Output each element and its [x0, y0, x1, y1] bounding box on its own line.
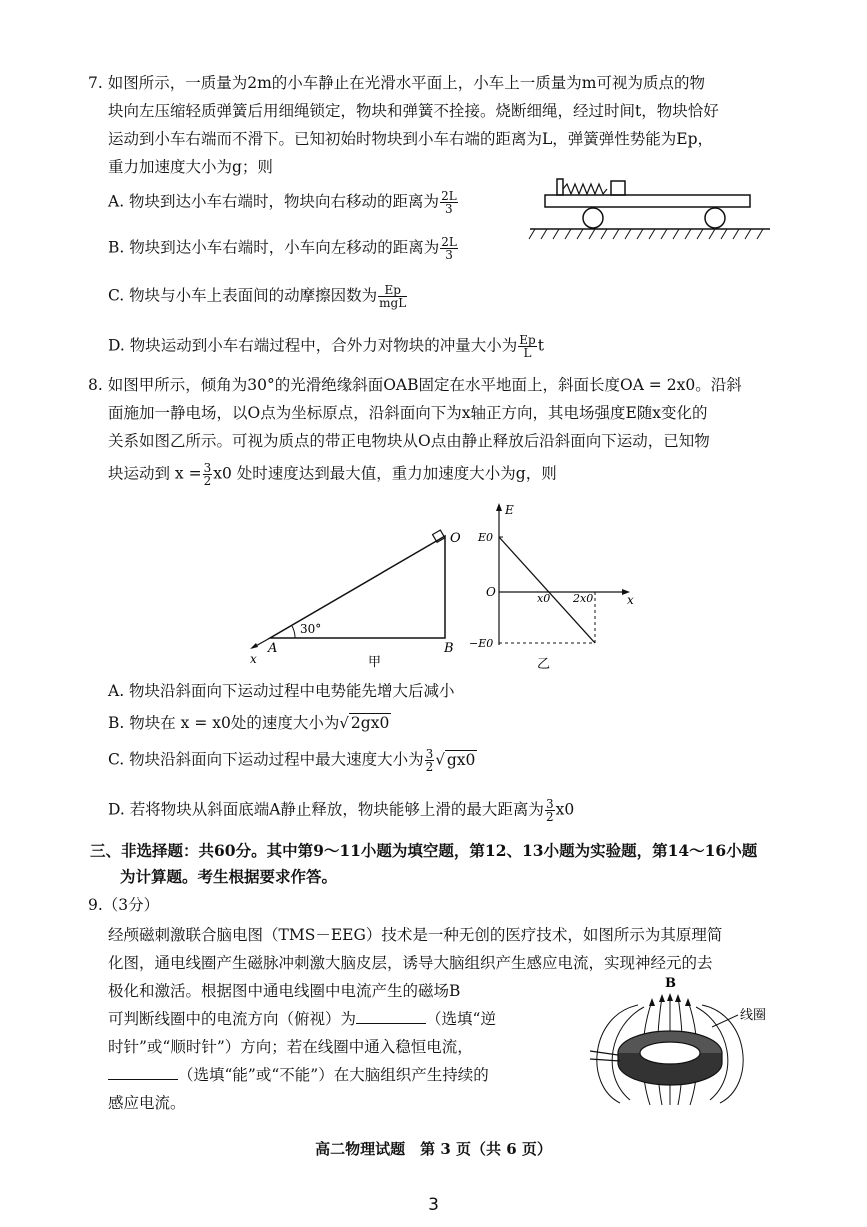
q9-line-4-pre: 可判断线圈中的电流方向（俯视）为 [108, 1010, 357, 1028]
caption-jia: 甲 [368, 655, 382, 670]
incline-triangle [270, 536, 445, 638]
q7-option-a-text: A. 物块到达小车右端时，物块向右移动的距离为 [108, 192, 440, 211]
q9-answer-blank-1[interactable] [356, 1009, 426, 1024]
q9-line-7: 感应电流。 [108, 1094, 186, 1112]
q8-stem-line-3: 关系如图乙所示。可视为质点的带正电物块从O点由静止释放后沿斜面向下运动，已知物 [108, 432, 710, 450]
page-number: 3 [428, 1195, 439, 1215]
q8-d-tail: x0 [555, 800, 575, 819]
label-O-yi: O [486, 585, 496, 599]
q7-option-b-fraction [440, 236, 458, 261]
q7-option-a[interactable] [108, 190, 459, 215]
q8-option-c[interactable]: C. 物块沿斜面向下运动过程中最大速度大小为 $\frac{3}{2}$ √ gx0 [108, 747, 476, 774]
q7-option-d-text: D. 物块运动到小车右端过程中，合外力对物块的冲量大小为 [108, 336, 518, 355]
q8-stem-line-1: 8. 如图甲所示，倾角为30°的光滑绝缘斜面OAB固定在水平地面上，斜面长度OA = 2x0。沿斜 [88, 376, 742, 394]
q9-line-6-post: （选填“能”或“不能”）在大脑组织产生持续的 [178, 1066, 489, 1084]
q9-line-2: 化图，通电线圈产生磁脉冲刺激大脑皮层，诱导大脑组织产生感应电流，实现神经元的去 [108, 954, 713, 972]
q8-option-b-text: B. 物块在 x = x0处的速度大小为 [108, 714, 340, 732]
q7-option-d[interactable] [108, 334, 544, 359]
q7-d-den: L [523, 346, 532, 360]
q8-option-b[interactable]: B. 物块在 x = x0处的速度大小为√ 2gx0 [108, 714, 390, 732]
q8-c-den: 2 [425, 760, 434, 774]
q9-line-5: 时针”或“顺时针”）方向；若在线圈中通入稳恒电流， [108, 1038, 473, 1056]
q8-stem-line-2: 面施加一静电场，以O点为坐标原点，沿斜面向下为x轴正方向，其电场强度E随x变化的 [108, 404, 708, 422]
q7-a-num: 2L [441, 189, 457, 203]
q8-option-a[interactable]: A. 物块沿斜面向下运动过程中电势能先增大后减小 [108, 682, 455, 700]
q8-d-den: 2 [545, 810, 554, 824]
q8-c-num: 3 [425, 747, 434, 761]
caption-yi: 乙 [537, 657, 551, 672]
e-x-line [499, 537, 595, 643]
q9-line-4 [108, 1008, 496, 1030]
label-angle: 30° [300, 622, 322, 636]
q9-line-1: 经颅磁刺激联合脑电图（TMS－EEG）技术是一种无创的医疗技术，如图所示为其原理简 [108, 926, 723, 944]
q8-stem-frac-den: 2 [203, 474, 212, 488]
q8-option-d[interactable] [108, 798, 574, 823]
q7-option-b[interactable] [108, 236, 459, 261]
q8-option-c-sqrt: gx0 [446, 750, 476, 769]
q9-line-6 [108, 1064, 489, 1086]
spring [563, 184, 607, 194]
q9-coil-figure [590, 975, 790, 1115]
ground-hatching [529, 229, 763, 239]
label-B: B [444, 641, 454, 656]
q8-option-b-sqrt: 2gx0 [350, 714, 390, 732]
q7-option-b-text: B. 物块到达小车右端时，小车向左移动的距离为 [108, 238, 440, 257]
q7-option-c-fraction [378, 284, 407, 309]
q8-stem-line-4-suffix: x0 处时速度达到最大值，重力加速度大小为g，则 [213, 464, 557, 483]
q8-stem-fraction [203, 462, 213, 487]
q7-option-a-fraction [440, 190, 458, 215]
label-x: x [250, 652, 257, 666]
q7-c-den: mgL [379, 296, 407, 310]
label-E0: E0 [478, 531, 494, 544]
coil-label-coil: 线圈 [740, 1008, 767, 1023]
q7-cart-figure [525, 175, 775, 245]
q9-line-3: 极化和激活。根据图中通电线圈中电流产生的磁场B [108, 982, 461, 1000]
e-axis-arrowhead [496, 503, 502, 511]
x-axis-arrowhead [250, 643, 258, 649]
q7-option-d-fraction [518, 334, 536, 359]
cart-wheel-left [583, 208, 603, 228]
coil-inner [640, 1042, 700, 1064]
cart-wheel-right [705, 208, 725, 228]
cart-body [545, 195, 750, 207]
q8-option-c-fraction [425, 748, 435, 773]
block [611, 181, 625, 195]
q9-head: 9.（3分） [88, 896, 160, 914]
q7-stem-line-2: 块向左压缩轻质弹簧后用细绳锁定，物块和弹簧不拴接。烧断细绳，经过时间t，物块恰好 [108, 102, 719, 120]
q7-c-num: Ep [378, 284, 407, 297]
label-x0: x0 [537, 592, 551, 605]
q7-b-den: 3 [445, 248, 453, 262]
q7-b-num: 2L [441, 235, 457, 249]
coil-lead-2 [590, 1059, 620, 1061]
label-neg-E0: −E0 [469, 637, 494, 650]
q7-a-den: 3 [445, 202, 453, 216]
label-A: A [268, 641, 278, 656]
q8-option-c-text: C. 物块沿斜面向下运动过程中最大速度大小为 [108, 750, 424, 769]
q8-stem-frac-num: 3 [203, 461, 212, 475]
q8-option-d-text: D. 若将物块从斜面底端A静止释放，物块能够上滑的最大距离为 [108, 800, 544, 819]
q8-d-num: 3 [545, 797, 554, 811]
q8-option-d-fraction [545, 798, 555, 823]
q8-figure-jia [240, 520, 470, 670]
q7-d-num: Ep [519, 333, 536, 347]
q7-stem-line-3: 运动到小车右端而不滑下。已知初始时物块到小车右端的距离为L，弹簧弹性势能为Ep， [108, 130, 714, 148]
section3-line-1: 三、非选择题：共60分。其中第9～11小题为填空题，第12、13小题为实验题，第14～16小题 [90, 841, 758, 860]
footer-title: 高二物理试题 第 3 页（共 6 页） [315, 1140, 552, 1158]
q7-d-tail: t [537, 336, 544, 355]
q8-figure-yi [469, 500, 645, 675]
label-O: O [450, 531, 461, 546]
q7-option-c[interactable] [108, 284, 408, 309]
coil-lead-1 [590, 1051, 618, 1055]
coil-label-B: B [665, 976, 676, 991]
q7-option-c-text: C. 物块与小车上表面间的动摩擦因数为 [108, 286, 378, 305]
angle-arc [292, 626, 295, 638]
q9-answer-blank-2[interactable] [108, 1065, 178, 1080]
cart-left-wall [557, 179, 563, 195]
q9-line-4-post: （选填“逆 [426, 1010, 496, 1028]
q7-stem-line-1: 7. 如图所示，一质量为2m的小车静止在光滑水平面上，小车上一质量为m可视为质点的物 [88, 74, 705, 92]
label-x-yi: x [627, 593, 634, 607]
label-E: E [505, 503, 514, 517]
q8-stem-line-4 [108, 462, 557, 487]
q8-stem-line-4-prefix: 块运动到 x = [108, 464, 202, 483]
q7-stem-line-4: 重力加速度大小为g；则 [108, 158, 273, 176]
label-2x0: 2x0 [573, 592, 594, 605]
section3-line-2: 为计算题。考生根据要求作答。 [120, 867, 338, 886]
